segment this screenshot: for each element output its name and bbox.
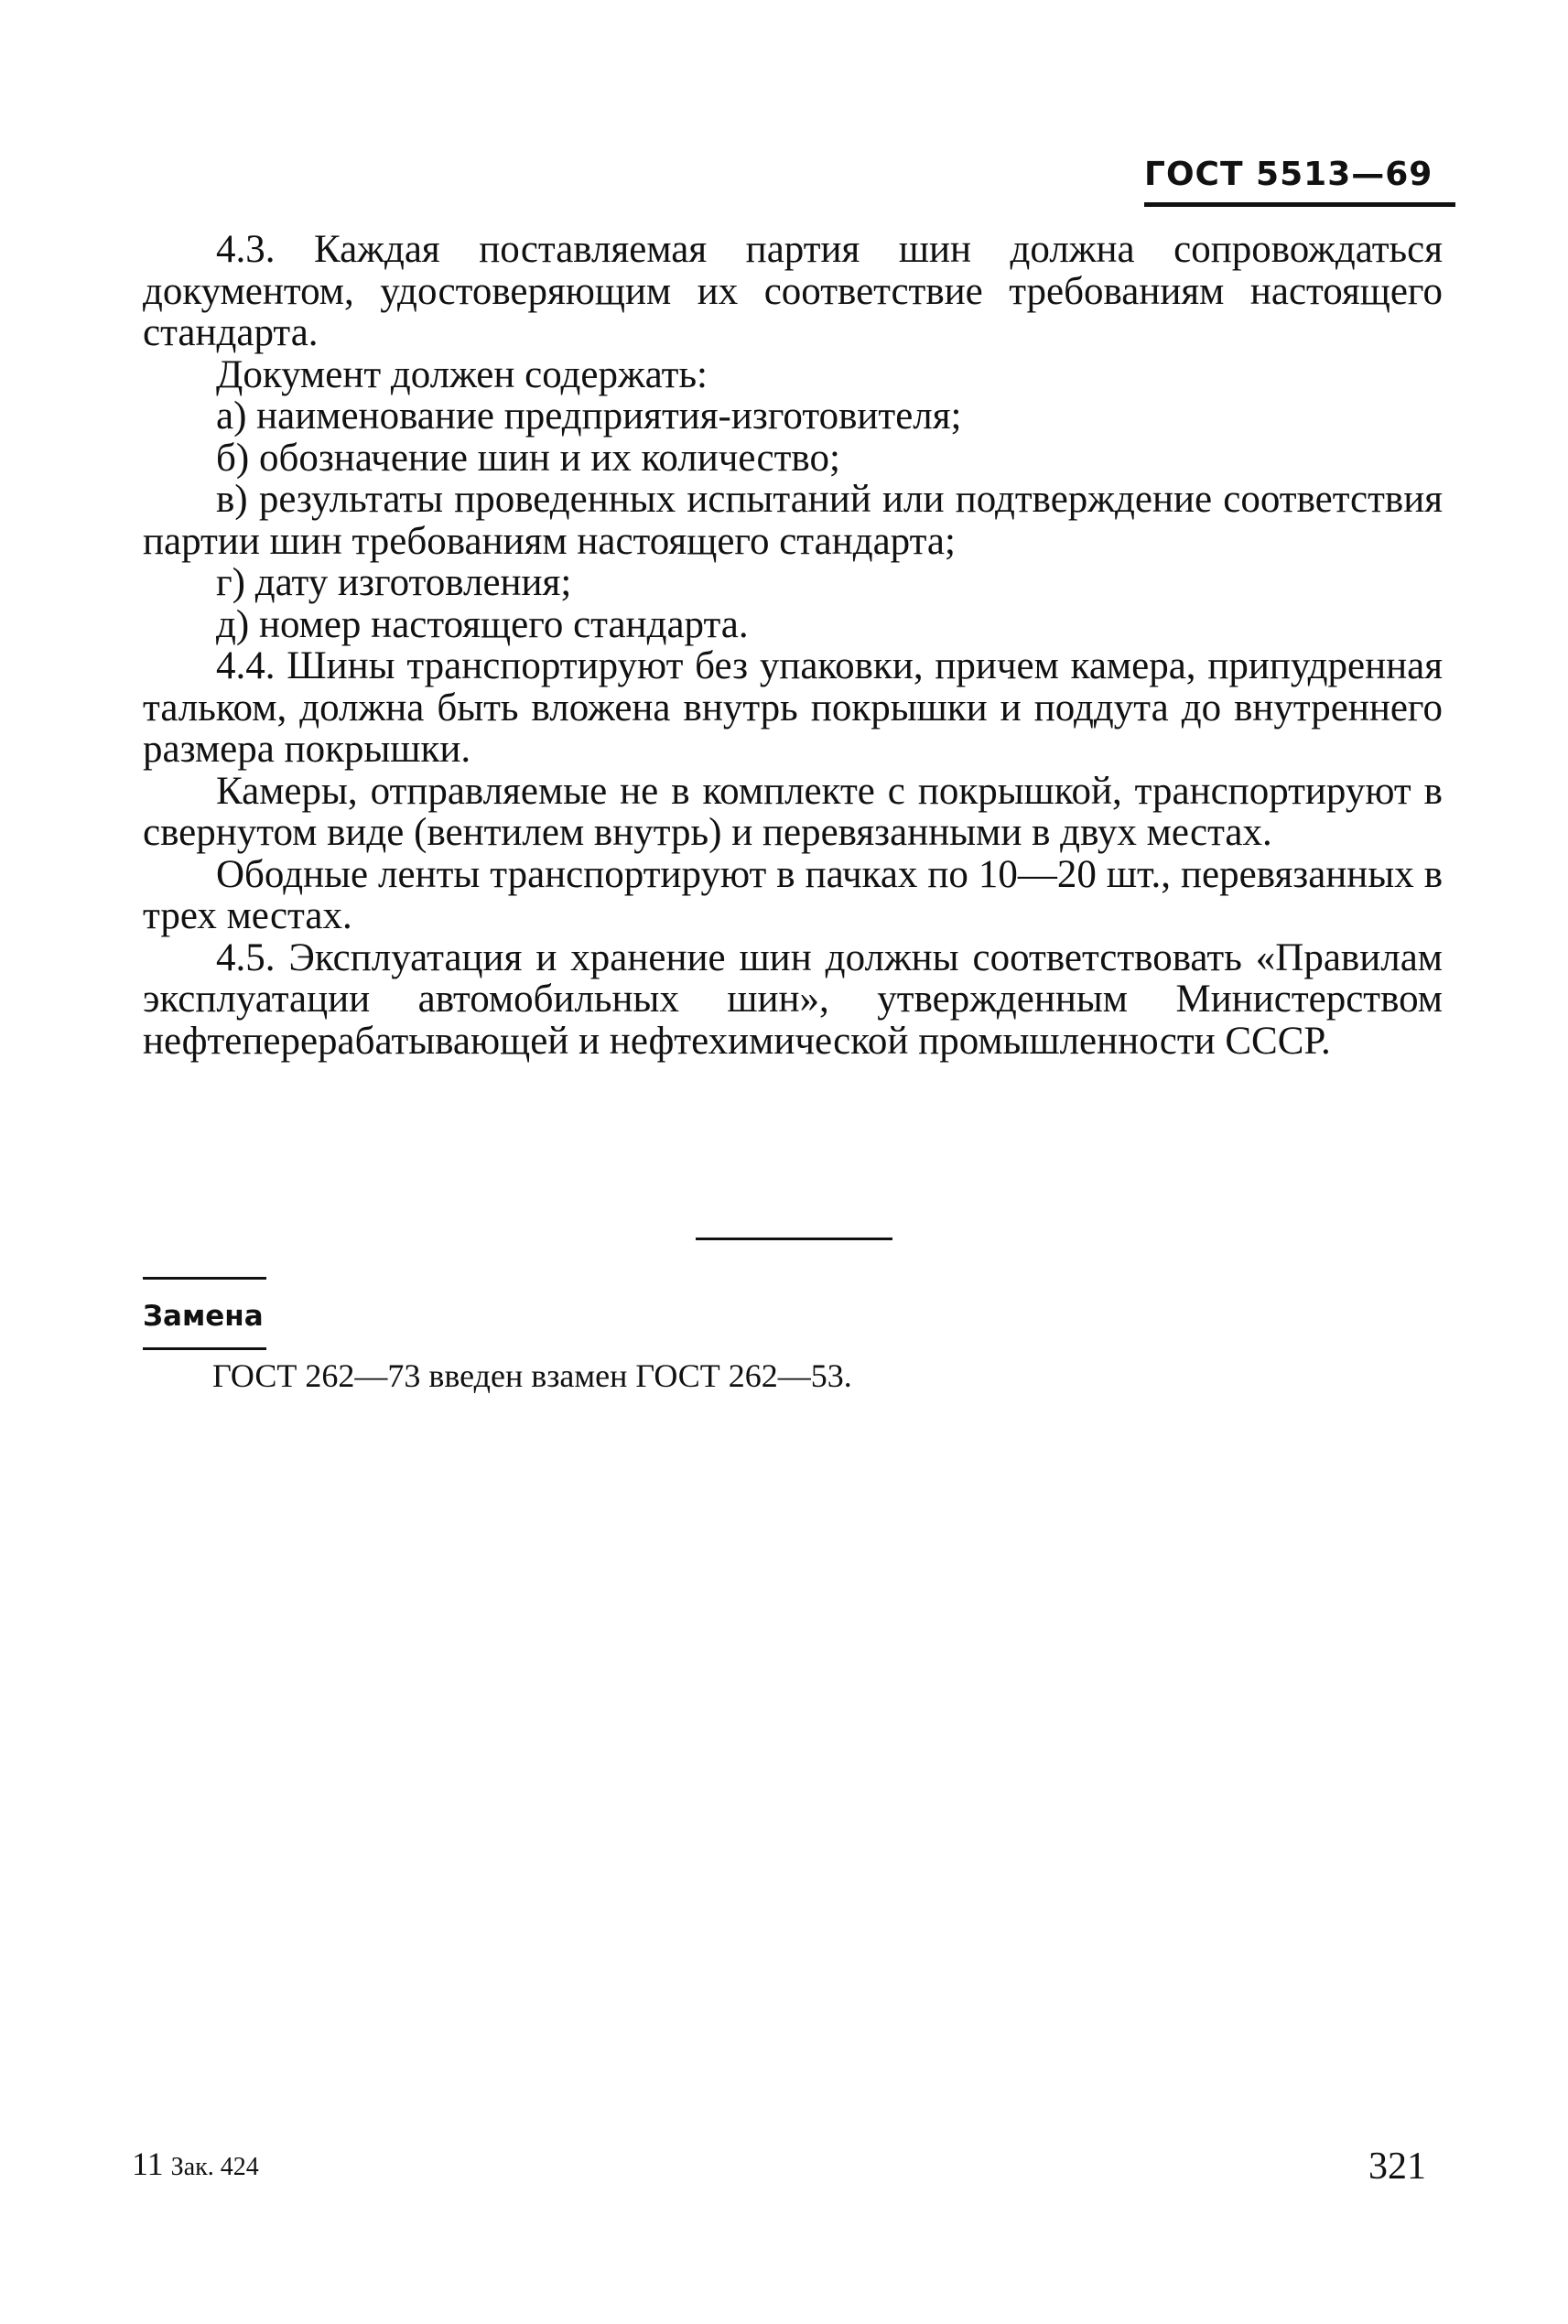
paragraph-rim-bands: Ободные ленты транспортируют в пачках по 10—20 шт., перевязанных в трех местах. bbox=[143, 852, 1443, 937]
list-item-b: б) обозначение шин и их количество; bbox=[216, 436, 840, 480]
footer-order-number: Зак. 424 bbox=[170, 2153, 259, 2181]
document-body bbox=[143, 229, 1443, 1062]
list-item-g: г) дату изготовления; bbox=[216, 561, 572, 604]
paragraph-4-5: 4.5. Эксплуатация и хранение шин должны соответствовать «Правилам эксплуатации автомобильных шин», утвержденным Министерством нефтеперерабатывающей и нефтехимической промышленности СССР. bbox=[143, 935, 1443, 1063]
standard-code-header: ГОСТ 5513—69 bbox=[1144, 156, 1455, 207]
replacement-note: ГОСТ 262—73 введен взамен ГОСТ 262—53. bbox=[212, 1357, 852, 1394]
list-item-d: д) номер настоящего стандарта. bbox=[216, 602, 749, 646]
paragraph-4-4: 4.4. Шины транспортируют без упаковки, причем камера, припудренная тальком, должна быть вложена внутрь покрышки и поддута до внутреннего размера покрышки. bbox=[143, 644, 1443, 771]
paragraph-chambers: Камеры, отправляемые не в комплекте с покрышкой, транспортируют в свернутом виде (вентилем внутрь) и перевязанными в двух местах. bbox=[143, 769, 1443, 854]
section-divider bbox=[696, 1238, 892, 1240]
page-number: 321 bbox=[1368, 2146, 1426, 2188]
footer-print-info bbox=[132, 2145, 259, 2183]
replacement-title: Замена bbox=[143, 1277, 266, 1350]
footer-sheet-number: 11 bbox=[132, 2146, 164, 2182]
list-item-a: а) наименование предприятия-изготовителя; bbox=[216, 395, 962, 438]
paragraph-document-contents: Документ должен содержать: bbox=[216, 352, 708, 396]
list-item-v: в) результаты проведенных испытаний или подтверждение соответствия партии шин требованиям настоящего стандарта; bbox=[143, 478, 1443, 563]
paragraph-4-3: 4.3. Каждая поставляемая партия шин должна сопровождаться документом, удостоверяющим их соответствие требованиям настоящего стандарта. bbox=[143, 228, 1443, 354]
